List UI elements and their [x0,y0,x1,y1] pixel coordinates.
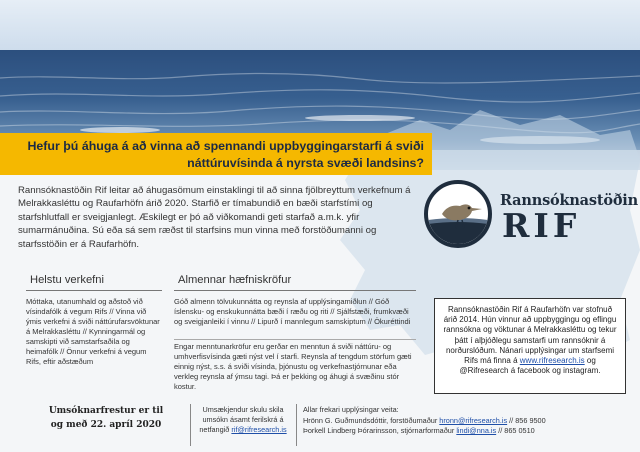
deadline-line-2: og með 22. apríl 2020 [50,420,162,430]
tasks-body: Móttaka, utanumhald og aðstoð við vísindafólk á vegum Rifs // Vinna við ýmis verkefni á sviði náttúrufarsvöktunar á Melrakkasléttu // Kynningarmál og samskipti við samstarfsaðila og heimafólk // Önnur verkefni á vegum Rifs, eftir aðstæðum [26,297,160,366]
tasks-heading: Helstu verkefni [30,274,104,286]
deadline [40,404,172,432]
contact-email-2[interactable]: lindi@nna.is [456,426,497,436]
rif-logo [424,180,636,258]
requirements-separator [174,339,416,340]
apply-info [198,405,288,435]
bird-icon [424,180,492,248]
intro-paragraph: Rannsóknastöðin Rif leitar að áhugasömum einstaklingi til að sinna fjölbreyttum verkefnum á Melrakkasléttu og Raufarhöfn árið 2020. Starfið er tímabundið en bæði starfstími og starfshlutfall er sveigjanlegt. Æskilegt er þó að viðkomandi geti starfað a.m.k. yfir sumarmánuðina. Sú eða sá sem ræðst til starfsins mun vinna með forstöðumanni og starfsstöðin er á Raufarhöfn. [18,185,411,250]
divider-1 [190,404,191,446]
headline-line-1: Hefur þú áhuga á að vinna að spennandi uppbyggingarstarfi á sviði [27,139,424,153]
contact-phone-2: // 865 0510 [498,426,535,436]
apply-text: Umsækjendur skulu skila umsókn ásamt ferilskrá á netfangið [199,405,284,434]
logo-name: RIF [502,206,581,245]
deadline-line-1: Umsóknarfrestur er til [48,406,164,416]
tasks-rule [26,290,162,291]
requirements-rule [174,290,416,291]
contact-row-2 [303,426,633,437]
contact-email-1[interactable]: hronn@rifresearch.is [439,415,508,425]
contact-phone-1: // 856 9500 [509,415,546,425]
contact-heading: Allar frekari upplýsingar veita: [303,405,399,414]
contact-info [303,405,633,437]
about-box [434,298,626,394]
requirements-skills: Góð almenn tölvukunnátta og reynsla af upplýsingamiðlun // Góð íslensku- og enskukunnátta bæði í ræðu og riti // Sjálfstæði, frumkvæði og sveigjanleiki í vinnu // Lipurð í mannlegum samskiptum // Ökuréttindi [174,297,411,326]
contact-person-1: Hrönn G. Guðmundsdóttir, forstöðumaður [303,415,438,425]
website-link[interactable]: www.rifresearch.is [519,356,585,366]
contact-person-2: Þorkell Lindberg Þórarinsson, stjórnarformaður [303,426,455,436]
about-tail: og @Rifresearch á facebook og instagram. [459,356,601,376]
headline-line-2: náttúruvísinda á nyrsta svæði landsins? [187,155,424,170]
logo-title: Rannsóknastöðin [500,192,638,209]
headline-banner [0,133,432,175]
apply-email-link[interactable]: rif@rifresearch.is [231,425,287,434]
contact-row-1 [303,416,633,427]
divider-2 [296,404,297,446]
requirements-heading: Almennar hæfniskröfur [178,274,292,286]
requirements-education: Engar menntunarkröfur eru gerðar en menntun á sviði náttúru- og umhverfisvísinda gæti nýst vel í starfi. Reynsla af tengdum störfum gæti einnig nýst, s.s. á sviði vísinda, þjónustu og verkefnastjórnunar eða verkleg reynsla af ýmsu tagi. Þá er þekking og áhugi á svæðinu stór kostur. [174,342,412,391]
about-text: Rannsóknastöðin Rif á Raufarhöfn var stofnuð árið 2014. Hún vinnur að uppbyggingu og eflingu rannsókna og vöktunar á Melrakkasléttu og tekur þátt í alþjóðlegu samstarfi um rannsóknir á norðurslóðum. Nánari upplýsingar um starfsemi Rifs má finna á [443,305,617,366]
